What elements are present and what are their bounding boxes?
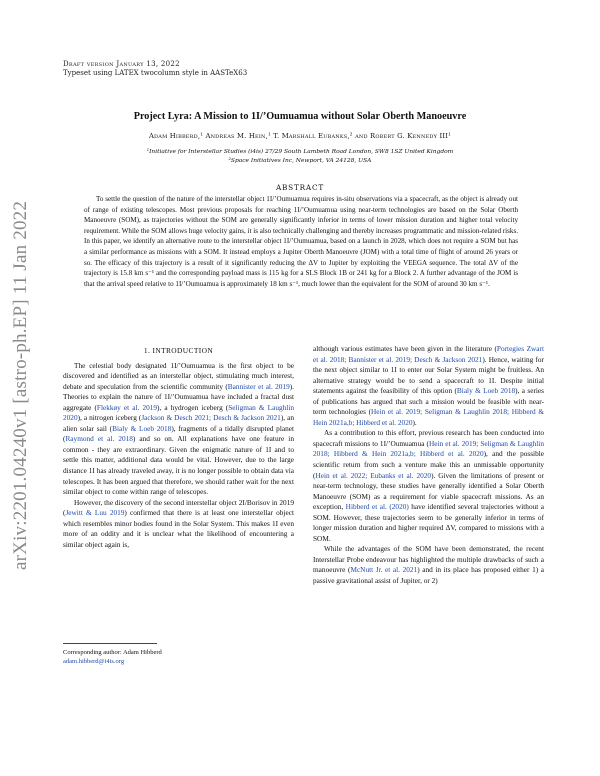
body-text: ), fragments of a tidally disrupted planet ( (63, 423, 295, 444)
abstract-text: To settle the question of the nature of the interstellar object 1I/’Oumuamua requires in-situ observations via a spacecraft, as the object is already out of range of existing telescopes. Most previous proposals for reaching 1I/’Oumuamua using near-term technologies are based on the Solar Oberth Manoeuvre (SOM), as trajectories without the SOM are generally significantly inferior in terms of lower mission duration and higher total velocity requirement. While the SOM allows huge velocity gains, it is also technically challenging and thereby increases programmatic and mission-related risks. In this paper, we identify an alternative route to the interstellar object 1I/’Oumuamua, based on a launch in 2028, which does not require a SOM but has a similar performance as missions with a SOM. It instead employs a Jupiter Oberth Manoeuvre (JOM) with a total time of flight of around 26 years or so. The efficacy of this trajectory is a result of it significantly reducing the ΔV to Jupiter by exploiting the VEEGA sequence. The total ΔV of the trajectory is 15.8 km s⁻¹ and the corresponding payload mass is 115 kg for a SLS Block 1B or 241 kg for a Block 2. A further advantage of the JOM is that the arrival speed relative to 1I/’Oumuamua is approximately 18 km s⁻¹, much lower than the equivalent for the SOM of around 30 km s⁻¹. (84, 195, 518, 288)
body-text: ), and the possible scientific return from such a venture make this an unmissable opportunity ( (313, 449, 544, 480)
affiliation-1: ¹Initiative for Interstellar Studies (i4is) 27/29 South Lambeth Road London, SW8 1SZ United Kingdom (146, 149, 454, 155)
body-text: ). Theories to explain the nature of 1I/’Oumuamua have included a fractal dust aggregate ( (63, 381, 294, 412)
body-text: ) and in its place has proposed either 1) a passive gravitational assist of Jupiter, or 2) (313, 565, 544, 586)
author-email-link[interactable]: adam.hibberd@i4is.org (63, 658, 125, 665)
body-text: ), an alien solar sail ( (63, 413, 295, 433)
author-list: Adam Hibberd,¹ Andreas M. Hein,¹ T. Marshall Eubanks,² and Robert G. Kennedy III¹ (148, 132, 452, 140)
draft-version: Draft version January 13, 2022 (63, 60, 180, 68)
body-text: ), a series of publications has argued that such a mission would be feasible with near-term technologies ( (313, 386, 545, 417)
citation-link[interactable]: Bialy & Loeb 2018 (112, 423, 172, 433)
paragraph (313, 428, 544, 544)
citation-link[interactable]: Hein et al. 2019; Seligman & Laughlin 2018; Hibberd & Hein 2021a,b; Hibberd et al. 2020 (313, 407, 544, 427)
citation-link[interactable]: Raymond et al. 2018 (65, 434, 133, 444)
typeset-note: Typeset using LATEX twocolumn style in AASTeX63 (63, 69, 248, 77)
paragraph (313, 544, 544, 586)
body-text: ) and so on. All explanations have one feature in common - they are extraordinary. Given the enigmatic nature of 1I and to settle this matter, additional data would be vital. However, due to the large distance 1I has already traveled away, it is no longer possible to obtain data via telescopes. It has been argued that therefore, we should rather wait for the next similar object to come within range of telescopes. (63, 434, 294, 497)
affiliations (60, 148, 540, 166)
citation-link[interactable]: Hein et al. 2022; Eubanks et al. 2020 (315, 470, 432, 480)
body-text: As a contribution to this effort, previous research has been conducted into spacecraft missions to 1I/’Oumuamua ( (313, 428, 544, 448)
paragraph (313, 344, 544, 428)
page-header (63, 60, 247, 78)
citation-link[interactable]: Hein et al. 2019; Seligman & Laughlin 2018; Hibberd & Hein 2021a,b; Hibberd et al. 2020 (313, 438, 544, 459)
body-text: ), a nitrogen iceberg ( (77, 413, 142, 423)
body-text: ). Given the limitations of present or near-term technology, these studies have generally identified a Solar Oberth Manoeuvre (SOM) as a requirement for viable spacecraft missions. As an exception, (313, 470, 545, 512)
citation-link[interactable]: Hibberd et al. (2020) (345, 502, 409, 512)
paragraph (63, 498, 294, 551)
abstract-heading: ABSTRACT (275, 183, 325, 192)
section-heading: 1. INTRODUCTION (143, 346, 214, 355)
body-text: ), a hydrogen iceberg ( (157, 402, 229, 412)
citation-link[interactable]: Jewitt & Luu 2019 (65, 508, 125, 518)
body-text: ). Hence, waiting for the next object similar to 1I to enter our Solar System might be fruitless. An alternative strategy would be to send a spacecraft to 1I. Despite initial statements against the feasibility of this option ( (313, 354, 544, 396)
corresponding-author: Corresponding author: Adam Hibberd (63, 649, 162, 656)
citation-link[interactable]: Bialy & Loeb 2018 (456, 386, 516, 396)
body-text: although various estimates have been given in the literature ( (313, 344, 497, 353)
arxiv-identifier: arXiv:2201.04240v1 [astro-ph.EP] 11 Jan 2022 (10, 200, 31, 570)
paper-title: Project Lyra: A Mission to 1I/’Oumuamua without Solar Oberth Manoeuvre (133, 111, 467, 122)
footnote-rule (63, 643, 157, 644)
right-column (313, 344, 544, 587)
affiliation-2: ²Space Initiatives Inc, Newport, VA 24128, USA (228, 158, 372, 164)
body-text: ). (412, 417, 417, 427)
citation-link[interactable]: Portegies Zwart et al. 2018; Bannister et al. 2019; Desch & Jackson 2021 (313, 344, 544, 364)
footnote (63, 643, 162, 666)
paragraph (63, 361, 294, 498)
citation-link[interactable]: Jackson & Desch 2021; Desch & Jackson 2021 (141, 413, 281, 423)
body-text: ) confirmed that there is at least one interstellar object which resembles minor bodies found in the Solar System. This makes 1I even more of an oddity and it is unclear what the likelihood of encountering a similar object again is, (63, 508, 294, 549)
citation-link[interactable]: Flekkøy et al. 2019 (96, 402, 158, 412)
body-text: While the advantages of the SOM have been demonstrated, the recent Interstellar Probe endeavour has highlighted the multiple drawbacks of such a manoeuvre ( (313, 544, 544, 575)
citation-link[interactable]: Seligman & Laughlin 2020 (63, 402, 295, 423)
body-text: However, the discovery of the second interstellar object 2I/Borisov in 2019 ( (63, 497, 294, 518)
citation-link[interactable]: Bannister et al. 2019 (227, 381, 290, 391)
body-text: have identified several trajectories without a SOM. However, these trajectories seem to be generally inferior in terms of longer mission duration and higher required ΔV, compared to missions with a SOM. (313, 502, 544, 543)
body-text: The celestial body designated 1I/’Oumuamua is the first object to be discovered and identified as an interstellar object, stimulating much interest, debate and speculation from the scientific community ( (63, 360, 294, 391)
left-column (63, 346, 294, 550)
citation-link[interactable]: McNutt Jr. et al. 2021 (350, 565, 418, 575)
